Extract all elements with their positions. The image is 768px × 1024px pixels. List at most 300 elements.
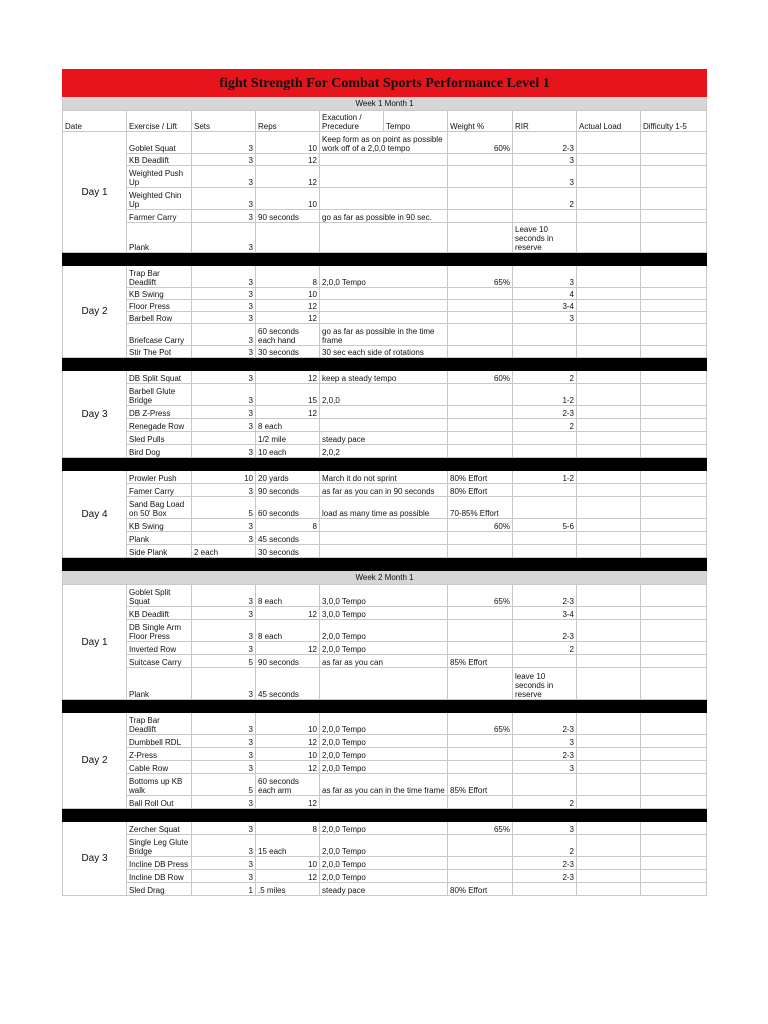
- exercise-row: [63, 210, 707, 223]
- exercise-cell: Suitcase Carry: [127, 655, 192, 668]
- reps-cell: 12: [256, 761, 320, 774]
- rir-cell: [513, 346, 577, 358]
- difficulty-cell: [641, 384, 707, 406]
- reps-cell: 12: [256, 312, 320, 324]
- day-label: Day 3: [63, 822, 127, 896]
- weight-cell: 60%: [448, 132, 513, 154]
- reps-cell: 90 seconds: [256, 655, 320, 668]
- execution-cell: go as far as possible in the time frame: [320, 324, 448, 346]
- difficulty-cell: [641, 166, 707, 188]
- sets-cell: 2 each: [192, 545, 256, 558]
- exercise-cell: DB Z-Press: [127, 406, 192, 419]
- actual-load-cell: [577, 324, 641, 346]
- sets-cell: 5: [192, 655, 256, 668]
- reps-cell: 60 seconds: [256, 497, 320, 519]
- actual-load-cell: [577, 154, 641, 166]
- execution-cell: 2,0,0 Tempo: [320, 748, 448, 761]
- exercise-cell: Barbell Glute Bridge: [127, 384, 192, 406]
- sets-cell: 3: [192, 620, 256, 642]
- execution-cell: [320, 545, 448, 558]
- rir-cell: 3: [513, 266, 577, 288]
- exercise-row: [63, 735, 707, 748]
- actual-load-cell: [577, 532, 641, 545]
- sets-cell: 3: [192, 166, 256, 188]
- difficulty-cell: [641, 748, 707, 761]
- execution-cell: 2,0,0 Tempo: [320, 266, 448, 288]
- reps-cell: 12: [256, 300, 320, 312]
- exercise-cell: Plank: [127, 223, 192, 253]
- reps-cell: 12: [256, 406, 320, 419]
- difficulty-cell: [641, 154, 707, 166]
- exercise-cell: Bird Dog: [127, 445, 192, 458]
- actual-load-cell: [577, 774, 641, 796]
- exercise-row: [63, 419, 707, 432]
- exercise-row: [63, 796, 707, 809]
- execution-cell: go as far as possible in 90 sec.: [320, 210, 448, 223]
- weight-cell: [448, 748, 513, 761]
- day-separator: [63, 558, 707, 571]
- actual-load-cell: [577, 406, 641, 419]
- actual-load-cell: [577, 735, 641, 748]
- execution-cell: [320, 668, 448, 700]
- rir-cell: 2: [513, 419, 577, 432]
- execution-cell: 2,0,0 Tempo: [320, 713, 448, 735]
- weight-cell: [448, 668, 513, 700]
- execution-cell: 2,0,0: [320, 384, 448, 406]
- separator-bar: [63, 358, 707, 371]
- reps-cell: 10: [256, 857, 320, 870]
- exercise-cell: Weighted Chin Up: [127, 188, 192, 210]
- exercise-row: [63, 822, 707, 835]
- rir-cell: 3: [513, 761, 577, 774]
- execution-cell: March it do not sprint: [320, 471, 448, 484]
- exercise-row: [63, 300, 707, 312]
- week-label: Week 2 Month 1: [63, 571, 707, 585]
- actual-load-cell: [577, 371, 641, 384]
- weight-cell: 60%: [448, 519, 513, 532]
- execution-cell: [320, 419, 448, 432]
- actual-load-cell: [577, 497, 641, 519]
- column-header: Difficulty 1-5: [641, 111, 707, 132]
- execution-cell: load as many time as possible: [320, 497, 448, 519]
- difficulty-cell: [641, 822, 707, 835]
- exercise-cell: Sled Drag: [127, 883, 192, 896]
- difficulty-cell: [641, 761, 707, 774]
- rir-cell: [513, 210, 577, 223]
- exercise-cell: Briefcase Carry: [127, 324, 192, 346]
- separator-bar: [63, 558, 707, 571]
- difficulty-cell: [641, 857, 707, 870]
- weight-cell: [448, 870, 513, 883]
- weight-cell: [448, 532, 513, 545]
- difficulty-cell: [641, 419, 707, 432]
- exercise-cell: Prowler Push: [127, 471, 192, 484]
- weight-cell: [448, 154, 513, 166]
- difficulty-cell: [641, 445, 707, 458]
- exercise-cell: Goblet Split Squat: [127, 585, 192, 607]
- weight-cell: [448, 432, 513, 445]
- execution-cell: 2,0,2: [320, 445, 448, 458]
- sets-cell: 3: [192, 870, 256, 883]
- weight-cell: [448, 288, 513, 300]
- sets-cell: 5: [192, 497, 256, 519]
- exercise-cell: KB Swing: [127, 288, 192, 300]
- weight-cell: 85% Effort: [448, 774, 513, 796]
- exercise-cell: Sand Bag Load on 50' Box: [127, 497, 192, 519]
- reps-cell: 8: [256, 822, 320, 835]
- rir-cell: 2-3: [513, 406, 577, 419]
- actual-load-cell: [577, 519, 641, 532]
- reps-cell: 45 seconds: [256, 668, 320, 700]
- day-separator: [63, 458, 707, 471]
- reps-cell: 8: [256, 519, 320, 532]
- separator-bar: [63, 700, 707, 713]
- rir-cell: [513, 445, 577, 458]
- sets-cell: 3: [192, 384, 256, 406]
- reps-cell: 90 seconds: [256, 484, 320, 497]
- weight-cell: [448, 188, 513, 210]
- week-header-row: [63, 571, 707, 585]
- weight-cell: 80% Effort: [448, 484, 513, 497]
- reps-cell: 12: [256, 371, 320, 384]
- reps-cell: .5 miles: [256, 883, 320, 896]
- reps-cell: 90 seconds: [256, 210, 320, 223]
- weight-cell: 85% Effort: [448, 655, 513, 668]
- exercise-row: [63, 324, 707, 346]
- exercise-row: [63, 585, 707, 607]
- weight-cell: [448, 857, 513, 870]
- reps-cell: 12: [256, 607, 320, 620]
- exercise-cell: Weighted Push Up: [127, 166, 192, 188]
- exercise-cell: Inverted Row: [127, 642, 192, 655]
- exercise-cell: Zercher Squat: [127, 822, 192, 835]
- sets-cell: 3: [192, 761, 256, 774]
- actual-load-cell: [577, 132, 641, 154]
- difficulty-cell: [641, 266, 707, 288]
- difficulty-cell: [641, 655, 707, 668]
- difficulty-cell: [641, 519, 707, 532]
- rir-cell: 3: [513, 735, 577, 748]
- rir-cell: Leave 10 seconds in reserve: [513, 223, 577, 253]
- sets-cell: 3: [192, 822, 256, 835]
- rir-cell: 3-4: [513, 607, 577, 620]
- sets-cell: 3: [192, 748, 256, 761]
- difficulty-cell: [641, 346, 707, 358]
- exercise-row: [63, 620, 707, 642]
- difficulty-cell: [641, 432, 707, 445]
- sets-cell: 3: [192, 713, 256, 735]
- exercise-cell: Plank: [127, 532, 192, 545]
- actual-load-cell: [577, 883, 641, 896]
- sets-cell: 3: [192, 857, 256, 870]
- exercise-cell: Trap Bar Deadlift: [127, 713, 192, 735]
- execution-cell: [320, 532, 448, 545]
- exercise-cell: Incline DB Row: [127, 870, 192, 883]
- execution-cell: [320, 312, 448, 324]
- reps-cell: 8 each: [256, 620, 320, 642]
- rir-cell: [513, 655, 577, 668]
- exercise-row: [63, 748, 707, 761]
- rir-cell: 2: [513, 796, 577, 809]
- exercise-cell: Famer Carry: [127, 484, 192, 497]
- execution-cell: steady pace: [320, 432, 448, 445]
- sets-cell: 3: [192, 585, 256, 607]
- actual-load-cell: [577, 835, 641, 857]
- exercise-cell: Barbell Row: [127, 312, 192, 324]
- exercise-cell: Ball Roll Out: [127, 796, 192, 809]
- sets-cell: 3: [192, 210, 256, 223]
- weight-cell: [448, 796, 513, 809]
- exercise-cell: Renegade Row: [127, 419, 192, 432]
- sets-cell: 3: [192, 835, 256, 857]
- reps-cell: 45 seconds: [256, 532, 320, 545]
- day-label: Day 3: [63, 371, 127, 458]
- difficulty-cell: [641, 607, 707, 620]
- sets-cell: 3: [192, 642, 256, 655]
- column-header: Reps: [256, 111, 320, 132]
- rir-cell: 2: [513, 642, 577, 655]
- difficulty-cell: [641, 620, 707, 642]
- exercise-cell: DB Single Arm Floor Press: [127, 620, 192, 642]
- weight-cell: 70-85% Effort: [448, 497, 513, 519]
- exercise-row: [63, 532, 707, 545]
- reps-cell: 12: [256, 796, 320, 809]
- execution-cell: keep a steady tempo: [320, 371, 448, 384]
- rir-cell: 2: [513, 371, 577, 384]
- sets-cell: 3: [192, 371, 256, 384]
- sets-cell: 3: [192, 132, 256, 154]
- column-header-row: [63, 111, 707, 132]
- exercise-row: [63, 288, 707, 300]
- difficulty-cell: [641, 188, 707, 210]
- execution-cell: 2,0,0 Tempo: [320, 870, 448, 883]
- week-header-row: [63, 97, 707, 111]
- weight-cell: [448, 607, 513, 620]
- exercise-row: [63, 484, 707, 497]
- difficulty-cell: [641, 132, 707, 154]
- weight-cell: [448, 223, 513, 253]
- sets-cell: 10: [192, 471, 256, 484]
- difficulty-cell: [641, 545, 707, 558]
- exercise-cell: Goblet Squat: [127, 132, 192, 154]
- execution-cell: 2,0,0 Tempo: [320, 642, 448, 655]
- difficulty-cell: [641, 324, 707, 346]
- weight-cell: 65%: [448, 585, 513, 607]
- exercise-row: [63, 384, 707, 406]
- exercise-cell: Farmer Carry: [127, 210, 192, 223]
- exercise-row: [63, 223, 707, 253]
- execution-cell: as far as you can in the time frame: [320, 774, 448, 796]
- weight-cell: [448, 300, 513, 312]
- exercise-cell: Trap Bar Deadlift: [127, 266, 192, 288]
- execution-cell: steady pace: [320, 883, 448, 896]
- difficulty-cell: [641, 484, 707, 497]
- difficulty-cell: [641, 210, 707, 223]
- reps-cell: 12: [256, 154, 320, 166]
- execution-cell: as far as you can in 90 seconds: [320, 484, 448, 497]
- rir-cell: 2-3: [513, 870, 577, 883]
- title-row: [63, 70, 707, 97]
- actual-load-cell: [577, 166, 641, 188]
- exercise-cell: Floor Press: [127, 300, 192, 312]
- actual-load-cell: [577, 288, 641, 300]
- execution-cell: [320, 223, 448, 253]
- reps-cell: 8 each: [256, 419, 320, 432]
- column-header: Actual Load: [577, 111, 641, 132]
- sets-cell: 3: [192, 519, 256, 532]
- exercise-cell: Bottoms up KB walk: [127, 774, 192, 796]
- sets-cell: 3: [192, 406, 256, 419]
- weight-cell: [448, 419, 513, 432]
- week-label: Week 1 Month 1: [63, 97, 707, 111]
- reps-cell: 1/2 mile: [256, 432, 320, 445]
- weight-cell: [448, 312, 513, 324]
- separator-bar: [63, 458, 707, 471]
- rir-cell: 3: [513, 154, 577, 166]
- execution-cell: 3,0,0 Tempo: [320, 585, 448, 607]
- reps-cell: 60 seconds each arm: [256, 774, 320, 796]
- actual-load-cell: [577, 748, 641, 761]
- rir-cell: [513, 883, 577, 896]
- exercise-row: [63, 346, 707, 358]
- actual-load-cell: [577, 210, 641, 223]
- weight-cell: [448, 346, 513, 358]
- rir-cell: 4: [513, 288, 577, 300]
- weight-cell: 65%: [448, 713, 513, 735]
- sets-cell: 3: [192, 796, 256, 809]
- exercise-row: [63, 607, 707, 620]
- exercise-cell: Single Leg Glute Bridge: [127, 835, 192, 857]
- exercise-row: [63, 761, 707, 774]
- execution-cell: [320, 188, 448, 210]
- reps-cell: 10 each: [256, 445, 320, 458]
- sets-cell: 3: [192, 300, 256, 312]
- exercise-cell: Plank: [127, 668, 192, 700]
- execution-cell: [320, 519, 448, 532]
- reps-cell: 12: [256, 642, 320, 655]
- actual-load-cell: [577, 384, 641, 406]
- weight-cell: [448, 545, 513, 558]
- sets-cell: 3: [192, 532, 256, 545]
- sets-cell: 3: [192, 266, 256, 288]
- execution-cell: 2,0,0 Tempo: [320, 857, 448, 870]
- sets-cell: 3: [192, 735, 256, 748]
- day-label: Day 1: [63, 132, 127, 253]
- difficulty-cell: [641, 223, 707, 253]
- sheet-title: fight Strength For Combat Sports Performance Level 1: [63, 70, 707, 97]
- execution-cell: 2,0,0 Tempo: [320, 620, 448, 642]
- sets-cell: [192, 432, 256, 445]
- actual-load-cell: [577, 607, 641, 620]
- program-sheet: [62, 69, 706, 896]
- actual-load-cell: [577, 188, 641, 210]
- actual-load-cell: [577, 484, 641, 497]
- exercise-cell: Stir The Pot: [127, 346, 192, 358]
- exercise-row: [63, 883, 707, 896]
- difficulty-cell: [641, 870, 707, 883]
- execution-cell: 2,0,0 Tempo: [320, 761, 448, 774]
- sets-cell: 3: [192, 607, 256, 620]
- exercise-row: [63, 432, 707, 445]
- actual-load-cell: [577, 761, 641, 774]
- weight-cell: [448, 210, 513, 223]
- reps-cell: 10: [256, 188, 320, 210]
- difficulty-cell: [641, 774, 707, 796]
- day-label: Day 4: [63, 471, 127, 558]
- difficulty-cell: [641, 312, 707, 324]
- actual-load-cell: [577, 822, 641, 835]
- exercise-cell: KB Swing: [127, 519, 192, 532]
- execution-cell: [320, 796, 448, 809]
- actual-load-cell: [577, 642, 641, 655]
- exercise-row: [63, 519, 707, 532]
- exercise-row: [63, 642, 707, 655]
- execution-cell: [320, 166, 448, 188]
- reps-cell: 30 seconds: [256, 545, 320, 558]
- day-label: Day 2: [63, 266, 127, 358]
- reps-cell: 12: [256, 870, 320, 883]
- sets-cell: 3: [192, 312, 256, 324]
- exercise-row: [63, 471, 707, 484]
- execution-cell: 2,0,0 Tempo: [320, 735, 448, 748]
- rir-cell: 1-2: [513, 384, 577, 406]
- execution-cell: [320, 300, 448, 312]
- weight-cell: [448, 324, 513, 346]
- actual-load-cell: [577, 432, 641, 445]
- exercise-row: [63, 266, 707, 288]
- exercise-row: [63, 154, 707, 166]
- sets-cell: 3: [192, 668, 256, 700]
- difficulty-cell: [641, 585, 707, 607]
- rir-cell: [513, 432, 577, 445]
- rir-cell: 2-3: [513, 585, 577, 607]
- exercise-cell: Z-Press: [127, 748, 192, 761]
- difficulty-cell: [641, 883, 707, 896]
- sets-cell: 3: [192, 223, 256, 253]
- sets-cell: 3: [192, 484, 256, 497]
- rir-cell: [513, 324, 577, 346]
- execution-cell: [320, 288, 448, 300]
- difficulty-cell: [641, 835, 707, 857]
- weight-cell: [448, 166, 513, 188]
- actual-load-cell: [577, 300, 641, 312]
- sets-cell: 3: [192, 346, 256, 358]
- reps-cell: 10: [256, 748, 320, 761]
- actual-load-cell: [577, 445, 641, 458]
- day-separator: [63, 809, 707, 822]
- actual-load-cell: [577, 713, 641, 735]
- reps-cell: 60 seconds each hand: [256, 324, 320, 346]
- weight-cell: [448, 406, 513, 419]
- exercise-row: [63, 835, 707, 857]
- weight-cell: 80% Effort: [448, 883, 513, 896]
- exercise-row: [63, 774, 707, 796]
- difficulty-cell: [641, 371, 707, 384]
- difficulty-cell: [641, 642, 707, 655]
- weight-cell: 80% Effort: [448, 471, 513, 484]
- execution-cell: [320, 154, 448, 166]
- difficulty-cell: [641, 288, 707, 300]
- actual-load-cell: [577, 870, 641, 883]
- exercise-cell: Incline DB Press: [127, 857, 192, 870]
- reps-cell: 20 yards: [256, 471, 320, 484]
- reps-cell: 10: [256, 132, 320, 154]
- sets-cell: 3: [192, 445, 256, 458]
- exercise-row: [63, 497, 707, 519]
- column-header: Exercise / Lift: [127, 111, 192, 132]
- exercise-row: [63, 870, 707, 883]
- sets-cell: 3: [192, 288, 256, 300]
